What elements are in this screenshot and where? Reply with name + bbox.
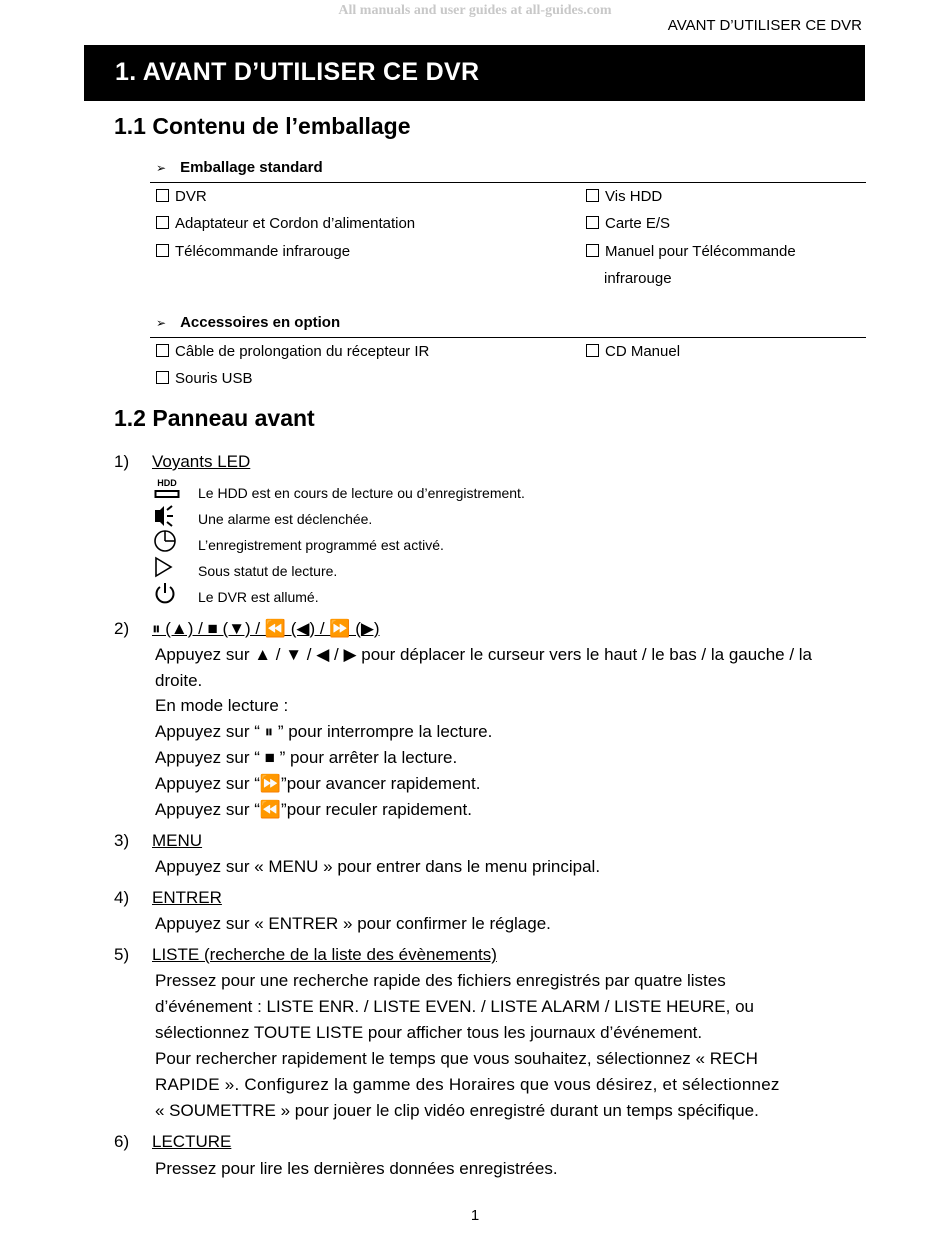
- section-title-contents: 1.1 Contenu de l’emballage: [114, 113, 411, 139]
- body-line: droite.: [155, 671, 203, 690]
- item-title-enter: ENTRER: [152, 888, 222, 907]
- checklist-item: Carte E/S: [586, 215, 670, 232]
- led-description: Le HDD est en cours de lecture ou d’enregistrement.: [198, 485, 525, 501]
- item-title-navigation-keys: ⏸ (▲) / ■ (▼) / ⏪ (◀) / ⏩ (▶): [152, 619, 380, 638]
- checkbox-icon: [156, 371, 169, 384]
- checkbox-icon: [156, 189, 169, 202]
- item-title-menu: MENU: [152, 831, 203, 850]
- checkbox-icon: [156, 216, 169, 229]
- body-line: d’événement : LISTE ENR. / LISTE EVEN. / LISTE ALARM / LISTE HEURE, ou: [155, 997, 755, 1016]
- play-icon: [153, 556, 181, 580]
- item-number: 4): [114, 888, 130, 907]
- alarm-icon: [153, 505, 181, 529]
- subheading-standard: [156, 159, 323, 176]
- checkbox-icon: [586, 344, 599, 357]
- svg-text:HDD: HDD: [157, 478, 177, 488]
- body-line: Appuyez sur “ ■ ” pour arrêter la lecture.: [155, 748, 458, 767]
- led-description: Une alarme est déclenchée.: [198, 511, 373, 527]
- section-title-front-panel: 1.2 Panneau avant: [114, 405, 315, 431]
- checkbox-icon: [586, 189, 599, 202]
- led-description: L’enregistrement programmé est activé.: [198, 537, 444, 553]
- body-line: Appuyez sur « ENTRER » pour confirmer le réglage.: [155, 914, 551, 933]
- checkbox-icon: [586, 216, 599, 229]
- subheading-optional-label: Accessoires en option: [180, 314, 341, 331]
- checklist-item: Câble de prolongation du récepteur IR: [156, 343, 429, 360]
- page-number: 1: [470, 1207, 480, 1224]
- running-header: AVANT D’UTILISER CE DVR: [667, 17, 862, 34]
- body-line: RAPIDE ». Configurez la gamme des Horaires que vous désirez, et sélectionnez: [155, 1075, 780, 1094]
- watermark: All manuals and user guides at all-guides.com: [338, 3, 612, 18]
- body-line: Appuyez sur “⏪”pour reculer rapidement.: [155, 800, 472, 819]
- divider: [150, 337, 866, 338]
- subheading-standard-label: Emballage standard: [180, 159, 323, 176]
- checkbox-icon: [586, 244, 599, 257]
- arrow-bullet-icon: ➢: [156, 316, 167, 330]
- item-number: 6): [114, 1132, 130, 1151]
- item-number: 2): [114, 619, 130, 638]
- checklist-item: DVR: [156, 188, 207, 205]
- item-title-list: LISTE (recherche de la liste des évènements): [152, 945, 497, 964]
- body-line: Appuyez sur ▲ / ▼ / ◀ / ▶ pour déplacer le curseur vers le haut / le bas / la gauche / la: [155, 645, 813, 664]
- checklist-item: Adaptateur et Cordon d’alimentation: [156, 215, 415, 232]
- body-line: « SOUMETTRE » pour jouer le clip vidéo enregistré durant un temps spécifique.: [155, 1101, 759, 1120]
- chapter-banner: [84, 45, 865, 101]
- body-line: Appuyez sur « MENU » pour entrer dans le menu principal.: [155, 857, 601, 876]
- item-title-playback: LECTURE: [152, 1132, 232, 1151]
- checkbox-icon: [156, 244, 169, 257]
- body-line: sélectionnez TOUTE LISTE pour afficher tous les journaux d’événement.: [155, 1023, 703, 1042]
- checklist-item: Télécommande infrarouge: [156, 243, 350, 260]
- body-line: Appuyez sur “⏩”pour avancer rapidement.: [155, 774, 481, 793]
- checklist-item: Manuel pour Télécommande: [586, 243, 796, 260]
- checklist-item: Vis HDD: [586, 188, 662, 205]
- item-number: 5): [114, 945, 130, 964]
- hdd-icon: [153, 478, 181, 502]
- checklist-item-continuation: infrarouge: [604, 270, 672, 287]
- item-title-led: Voyants LED: [152, 452, 251, 471]
- checklist-item: CD Manuel: [586, 343, 680, 360]
- body-line: Pour rechercher rapidement le temps que vous souhaitez, sélectionnez « RECH: [155, 1049, 758, 1068]
- arrow-bullet-icon: ➢: [156, 161, 167, 175]
- divider: [150, 182, 866, 183]
- chapter-title: 1. AVANT D’UTILISER CE DVR: [115, 58, 480, 86]
- item-number: 1): [114, 452, 130, 471]
- power-icon: [153, 582, 181, 606]
- led-description: Le DVR est allumé.: [198, 589, 319, 605]
- body-line: Appuyez sur “ ⏸ ” pour interrompre la lecture.: [155, 722, 493, 741]
- body-line: En mode lecture :: [155, 696, 289, 715]
- item-number: 3): [114, 831, 130, 850]
- body-line: Pressez pour lire les dernières données enregistrées.: [155, 1159, 558, 1178]
- clock-icon: [153, 529, 181, 553]
- led-description: Sous statut de lecture.: [198, 563, 338, 579]
- subheading-optional: [156, 314, 340, 331]
- checklist-item: Souris USB: [156, 370, 253, 387]
- checkbox-icon: [156, 344, 169, 357]
- body-line: Pressez pour une recherche rapide des fichiers enregistrés par quatre listes: [155, 971, 726, 990]
